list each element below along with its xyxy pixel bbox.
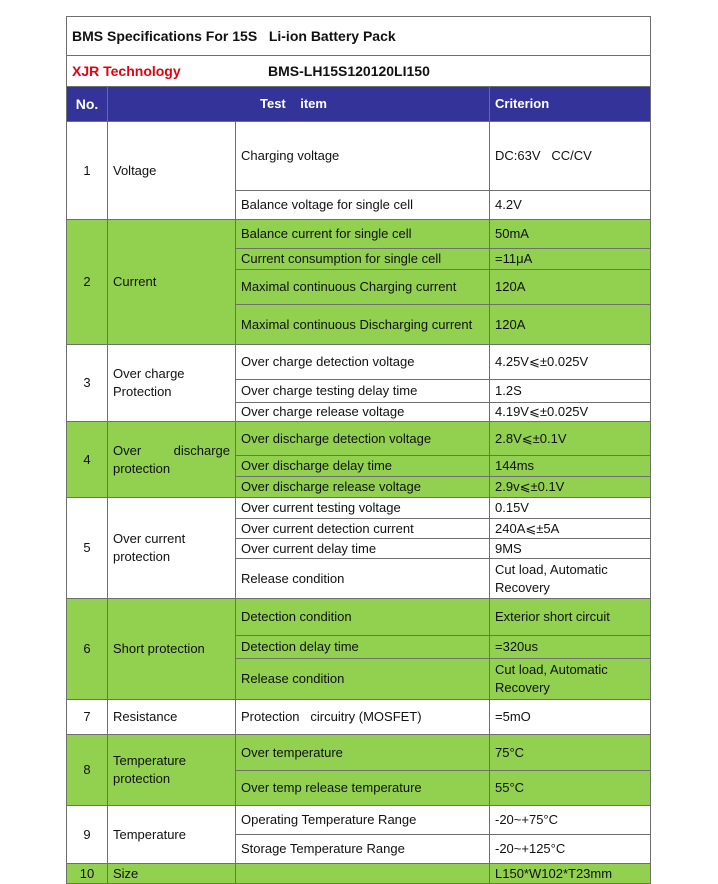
- criterion-value: 4.19V⩽±0.025V: [490, 403, 651, 422]
- table-row: [67, 122, 651, 191]
- header-criterion: Criterion: [490, 87, 651, 122]
- row-number: 1: [67, 122, 108, 220]
- test-item: Over temp release temperature: [236, 771, 490, 806]
- test-item: Over current testing voltage: [236, 498, 490, 519]
- test-item: Over current delay time: [236, 539, 490, 559]
- bms-spec-table: [66, 16, 651, 884]
- row-number: 6: [67, 599, 108, 700]
- table-row: [67, 599, 651, 636]
- test-item: Over charge detection voltage: [236, 345, 490, 380]
- test-item: Release condition: [236, 559, 490, 599]
- test-item: Over charge testing delay time: [236, 380, 490, 403]
- criterion-value: 9MS: [490, 539, 651, 559]
- row-number: 2: [67, 220, 108, 345]
- category-label: Temperature: [108, 806, 236, 864]
- table-row: [67, 864, 651, 884]
- header-test-item: Test item: [108, 87, 490, 122]
- category-label: Current: [108, 220, 236, 345]
- criterion-value: 0.15V: [490, 498, 651, 519]
- criterion-value: -20~+75°C: [490, 806, 651, 835]
- row-number: 3: [67, 345, 108, 422]
- test-item: [236, 864, 490, 884]
- criterion-value: 2.9v⩽±0.1V: [490, 477, 651, 498]
- category-label: Resistance: [108, 700, 236, 735]
- table-row: [67, 422, 651, 456]
- page-title: BMS Specifications For 15S Li-ion Battery Pack: [67, 17, 651, 56]
- company-row: [67, 56, 651, 87]
- test-item: Detection condition: [236, 599, 490, 636]
- test-item: Over current detection current: [236, 519, 490, 539]
- test-item: Release condition: [236, 659, 490, 700]
- spec-table-body: [67, 17, 651, 884]
- criterion-value: DC:63V CC/CV: [490, 122, 651, 191]
- company-name: XJR Technology: [72, 63, 181, 79]
- criterion-value: =5mO: [490, 700, 651, 735]
- test-item: Operating Temperature Range: [236, 806, 490, 835]
- criterion-value: Cut load, Automatic Recovery: [490, 559, 651, 599]
- table-row: [67, 498, 651, 519]
- test-item: Over temperature: [236, 735, 490, 771]
- category-label: Voltage: [108, 122, 236, 220]
- test-item: Detection delay time: [236, 636, 490, 659]
- test-item: Balance current for single cell: [236, 220, 490, 249]
- table-row: [67, 220, 651, 249]
- company-cell: [67, 56, 651, 87]
- table-row: [67, 700, 651, 735]
- criterion-value: L150*W102*T23mm: [490, 864, 651, 884]
- row-number: 5: [67, 498, 108, 599]
- test-item: Maximal continuous Charging current: [236, 270, 490, 305]
- row-number: 8: [67, 735, 108, 806]
- test-item: Balance voltage for single cell: [236, 191, 490, 220]
- row-number: 9: [67, 806, 108, 864]
- criterion-value: -20~+125°C: [490, 835, 651, 864]
- test-item: Current consumption for single cell: [236, 249, 490, 270]
- criterion-value: 55°C: [490, 771, 651, 806]
- table-row: [67, 735, 651, 771]
- test-item: Storage Temperature Range: [236, 835, 490, 864]
- title-row: [67, 17, 651, 56]
- test-item: Over charge release voltage: [236, 403, 490, 422]
- test-item: Maximal continuous Discharging current: [236, 305, 490, 345]
- category-label: Temperature protection: [108, 735, 236, 806]
- row-number: 10: [67, 864, 108, 884]
- test-item: Protection circuitry (MOSFET): [236, 700, 490, 735]
- test-item: Charging voltage: [236, 122, 490, 191]
- category-label: Over current protection: [108, 498, 236, 599]
- table-row: [67, 806, 651, 835]
- criterion-value: 1.2S: [490, 380, 651, 403]
- model-number: BMS-LH15S120120LI150: [268, 63, 430, 79]
- category-label: Over discharge protection: [108, 422, 236, 498]
- category-label: Over charge Protection: [108, 345, 236, 422]
- row-number: 4: [67, 422, 108, 498]
- criterion-value: Exterior short circuit: [490, 599, 651, 636]
- criterion-value: 120A: [490, 270, 651, 305]
- header-no: No.: [67, 87, 108, 122]
- category-label: Size: [108, 864, 236, 884]
- criterion-value: 4.25V⩽±0.025V: [490, 345, 651, 380]
- criterion-value: 120A: [490, 305, 651, 345]
- criterion-value: 240A⩽±5A: [490, 519, 651, 539]
- criterion-value: =11μA: [490, 249, 651, 270]
- header-row: [67, 87, 651, 122]
- test-item: Over discharge release voltage: [236, 477, 490, 498]
- row-number: 7: [67, 700, 108, 735]
- test-item: Over discharge detection voltage: [236, 422, 490, 456]
- table-row: [67, 345, 651, 380]
- criterion-value: 50mA: [490, 220, 651, 249]
- criterion-value: 2.8V⩽±0.1V: [490, 422, 651, 456]
- criterion-value: 4.2V: [490, 191, 651, 220]
- criterion-value: 144ms: [490, 456, 651, 477]
- criterion-value: Cut load, Automatic Recovery: [490, 659, 651, 700]
- category-label: Short protection: [108, 599, 236, 700]
- criterion-value: 75°C: [490, 735, 651, 771]
- test-item: Over discharge delay time: [236, 456, 490, 477]
- criterion-value: =320us: [490, 636, 651, 659]
